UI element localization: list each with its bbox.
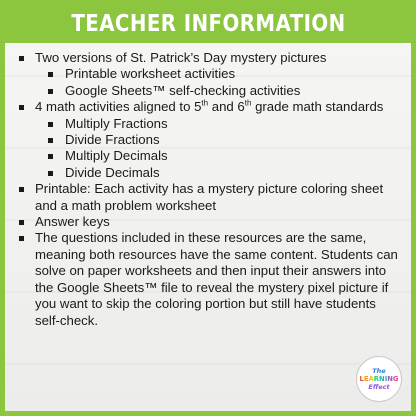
logo-text-effect: Effect (368, 383, 390, 391)
logo-letter: L (359, 375, 364, 383)
logo-letter: G (392, 375, 399, 383)
list-item (17, 99, 403, 181)
sub-list (35, 66, 403, 99)
information-list (17, 50, 403, 329)
sub-list (35, 116, 403, 182)
superscript: th (244, 98, 252, 108)
logo-letter: R (373, 375, 379, 383)
list-item: The questions included in these resources are the same, meaning both resources have the same content. Students can solve on paper worksheets and then input their answers into the Google Sheets™ file to reveal the mystery pixel picture if you want to skip the coloring portion but still have students self-check. (17, 230, 403, 328)
page-title: TEACHER INFORMATION (70, 11, 346, 37)
logo-text-the: The (372, 367, 386, 375)
logo-letter: N (378, 375, 385, 383)
logo-letter: N (387, 375, 393, 383)
list-item-text: Two versions of St. Patrick’s Day mystery pictures (35, 50, 327, 65)
logo-letter: I (384, 375, 388, 383)
sub-list-item: Multiply Decimals (35, 148, 403, 164)
learning-effect-logo (356, 356, 402, 402)
text-part: and 6 (208, 99, 245, 115)
list-item: Answer keys (17, 214, 403, 230)
logo-text-learning (359, 375, 398, 383)
text-part: 4 math activities aligned to 5 (35, 99, 202, 115)
list-item: Printable: Each activity has a mystery picture coloring sheet and a math problem worksheet (17, 181, 403, 214)
header-banner (5, 5, 411, 43)
logo-letter: E (363, 375, 369, 383)
sub-list-item: Multiply Fractions (35, 116, 403, 132)
sub-list-item: Google Sheets™ self-checking activities (35, 83, 403, 99)
sub-list-item: Printable worksheet activities (35, 66, 403, 82)
list-item-text (35, 99, 383, 114)
superscript: th (201, 98, 209, 108)
sub-list-item: Divide Fractions (35, 132, 403, 148)
logo-letter: A (368, 375, 374, 383)
list-item (17, 50, 403, 99)
text-part: grade math standards (251, 99, 384, 115)
sub-list-item: Divide Decimals (35, 165, 403, 181)
